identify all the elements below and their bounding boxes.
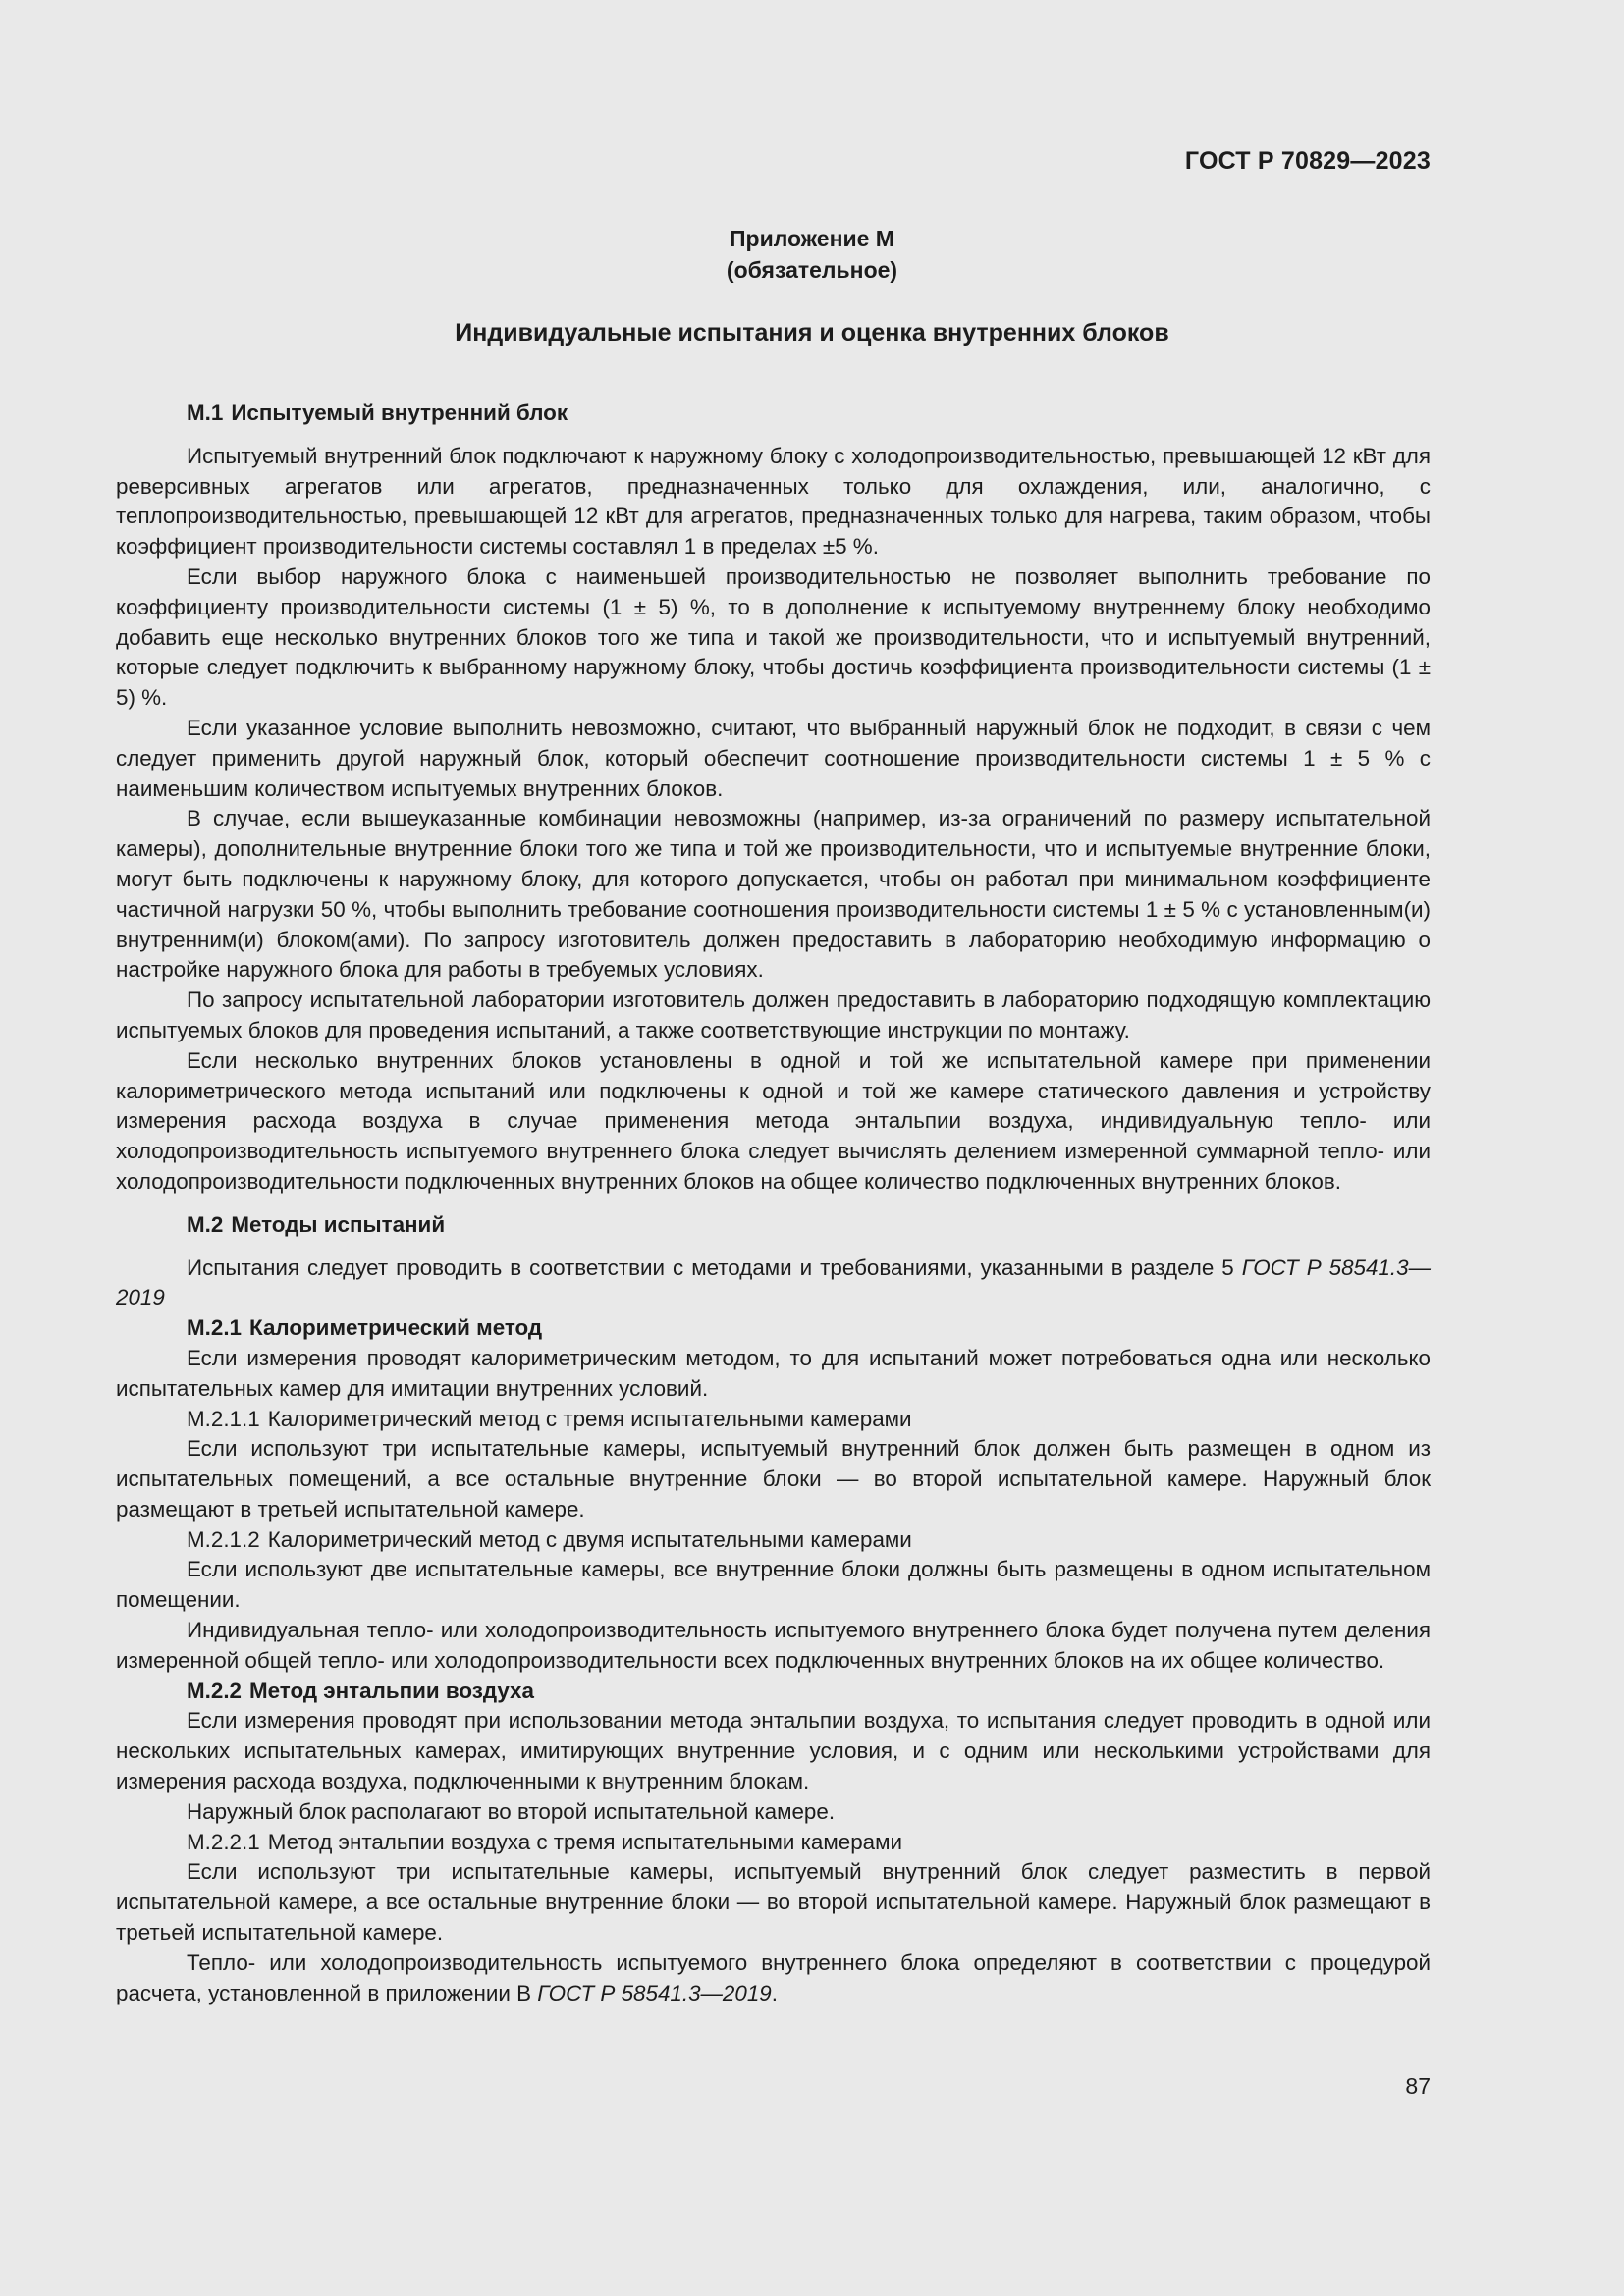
paragraph: Если указанное условие выполнить невозможно, считают, что выбранный наружный блок не подходит, в связи с чем следует применить другой наружный блок, который обеспечит соотношение производительности системы 1 ± 5 % с наименьшим количеством испытуемых внутренних блоков.	[116, 715, 1431, 801]
annex-title: Индивидуальные испытания и оценка внутренних блоков	[455, 319, 1169, 347]
paragraph: Наружный блок располагают во второй испытательной камере.	[187, 1798, 836, 1824]
section-heading-m221	[116, 1828, 1431, 1858]
paragraph: Если выбор наружного блока с наименьшей производительностью не позволяет выполнить требование по коэффициенту производительности системы (1 ± 5) %, то в дополнение к испытуемому внутреннему блоку необходимо добавить еще несколько внутренних блоков того же типа и такой же производительности, что и испытуемый внутренний, которые следует подключить к выбранному наружному блоку, чтобы достичь коэффициента производительности системы (1 ± 5) %.	[116, 563, 1431, 711]
section-title: Калориметрический метод с двумя испытательными камерами	[267, 1526, 912, 1552]
document-code: ГОСТ Р 70829—2023	[1184, 147, 1431, 175]
section-number: М.2.1.2	[187, 1526, 260, 1552]
section-number: М.2	[187, 1211, 224, 1237]
standard-reference: ГОСТ Р 58541.3—2019	[537, 1980, 772, 2005]
paragraph: В случае, если вышеуказанные комбинации невозможны (например, из-за ограничений по размеру испытательной камеры), дополнительные внутренние блоки того же типа и той же производительности, что и испытуемые внутренние блоки, могут быть подключены к наружному блоку, для которого допускается, чтобы он работал при минимальном коэффициенте частичной нагрузки 50 %, чтобы выполнить требование соотношения производительности системы 1 ± 5 % с установленным(и) внутренним(и) блоком(ами). По запросу изготовитель должен предоставить в лабораторию необходимую информацию о настройке наружного блока для работы в требуемых условиях.	[116, 806, 1431, 983]
section-title: Методы испытаний	[231, 1211, 446, 1237]
section-title: Испытуемый внутренний блок	[231, 400, 568, 425]
paragraph: Если используют три испытательные камеры, испытуемый внутренний блок следует разместить в первой испытательной камере, а все остальные внутренние блоки — во второй испытательной камере. Наружный блок размещают в третьей испытательной камере.	[116, 1859, 1431, 1946]
section-heading-m22	[116, 1677, 1431, 1707]
section-title: Метод энтальпии воздуха	[249, 1678, 534, 1703]
section-heading-m2	[116, 1210, 1431, 1241]
paragraph: Испытуемый внутренний блок подключают к наружному блоку с холодопроизводительностью, превышающей 12 кВт для реверсивных агрегатов или агрегатов, предназначенных только для охлаждения, или, аналогично, с теплопроизводительностью, превышающей 12 кВт для агрегатов, предназначенных только для нагрева, таким образом, чтобы коэффициент производительности системы составлял 1 в пределах ±5 %.	[116, 443, 1431, 560]
annex-status: (обязательное)	[726, 257, 898, 283]
section-number: М.2.2.1	[187, 1829, 260, 1854]
paragraph: Индивидуальная тепло- или холодопроизводительность испытуемого внутреннего блока будет получена путем деления измеренной общей тепло- или холодопроизводительности всех подключенных внутренних блоков на их общее количество.	[116, 1618, 1431, 1673]
section-title: Калориметрический метод с тремя испытательными камерами	[267, 1406, 912, 1431]
section-heading-m211	[116, 1405, 1431, 1435]
paragraph: Если используют две испытательные камеры, все внутренние блоки должны быть размещены в одном испытательном помещении.	[116, 1557, 1431, 1613]
paragraph-text: Испытания следует проводить в соответствии с методами и требованиями, указанными в разделе 5	[187, 1255, 1242, 1280]
standard-reference: ГОСТ Р 58541.3—2019	[116, 1255, 1431, 1310]
paragraph-end: .	[771, 1980, 778, 2005]
page-number: 87	[1405, 2073, 1431, 2099]
section-number: М.2.1.1	[187, 1406, 260, 1431]
section-title: Калориметрический метод	[249, 1315, 543, 1341]
section-number: М.2.1	[187, 1315, 242, 1341]
paragraph: Если измерения проводят при использовании метода энтальпии воздуха, то испытания следует проводить в одной или нескольких испытательных камерах, имитирующих внутренние условия, и с одним или несколькими устройствами для измерения расхода воздуха, подключенными к внутренним блокам.	[116, 1708, 1431, 1794]
document-body	[116, 399, 1431, 2008]
section-title: Метод энтальпии воздуха с тремя испытательными камерами	[267, 1829, 902, 1854]
paragraph	[116, 1949, 1431, 2009]
annex-label: Приложение М	[730, 226, 894, 251]
paragraph: Если используют три испытательные камеры, испытуемый внутренний блок должен быть размещен в одном из испытательных помещений, а все остальные внутренние блоки — во второй испытательной камере. Наружный блок размещают в третьей испытательной камере.	[116, 1436, 1431, 1522]
paragraph	[116, 1254, 1431, 1314]
section-number: М.1	[187, 400, 224, 425]
paragraph: По запросу испытательной лаборатории изготовитель должен предоставить в лабораторию подходящую комплектацию испытуемых блоков для проведения испытаний, а также соответствующие инструкции по монтажу.	[116, 988, 1431, 1042]
paragraph-text: Тепло- или холодопроизводительность испытуемого внутреннего блока определяют в соответствии с процедурой расчета, установленной в приложении В	[116, 1949, 1431, 2005]
paragraph: Если несколько внутренних блоков установлены в одной и той же испытательной камере при применении калориметрического метода испытаний или подключены к одной и той же камере статического давления и устройству измерения расхода воздуха в случае применения метода энтальпии воздуха, индивидуальную тепло- или холодопроизводительность испытуемого внутреннего блока следует вычислять делением измеренной суммарной тепло- или холодопроизводительности подключенных внутренних блоков на общее количество подключенных внутренних блоков.	[116, 1047, 1431, 1194]
paragraph: Если измерения проводят калориметрическим методом, то для испытаний может потребоваться одна или несколько испытательных камер для имитации внутренних условий.	[116, 1345, 1431, 1401]
section-heading-m21	[116, 1313, 1431, 1344]
section-heading-m1	[116, 399, 1431, 429]
section-number: М.2.2	[187, 1678, 242, 1703]
section-heading-m212	[116, 1525, 1431, 1556]
